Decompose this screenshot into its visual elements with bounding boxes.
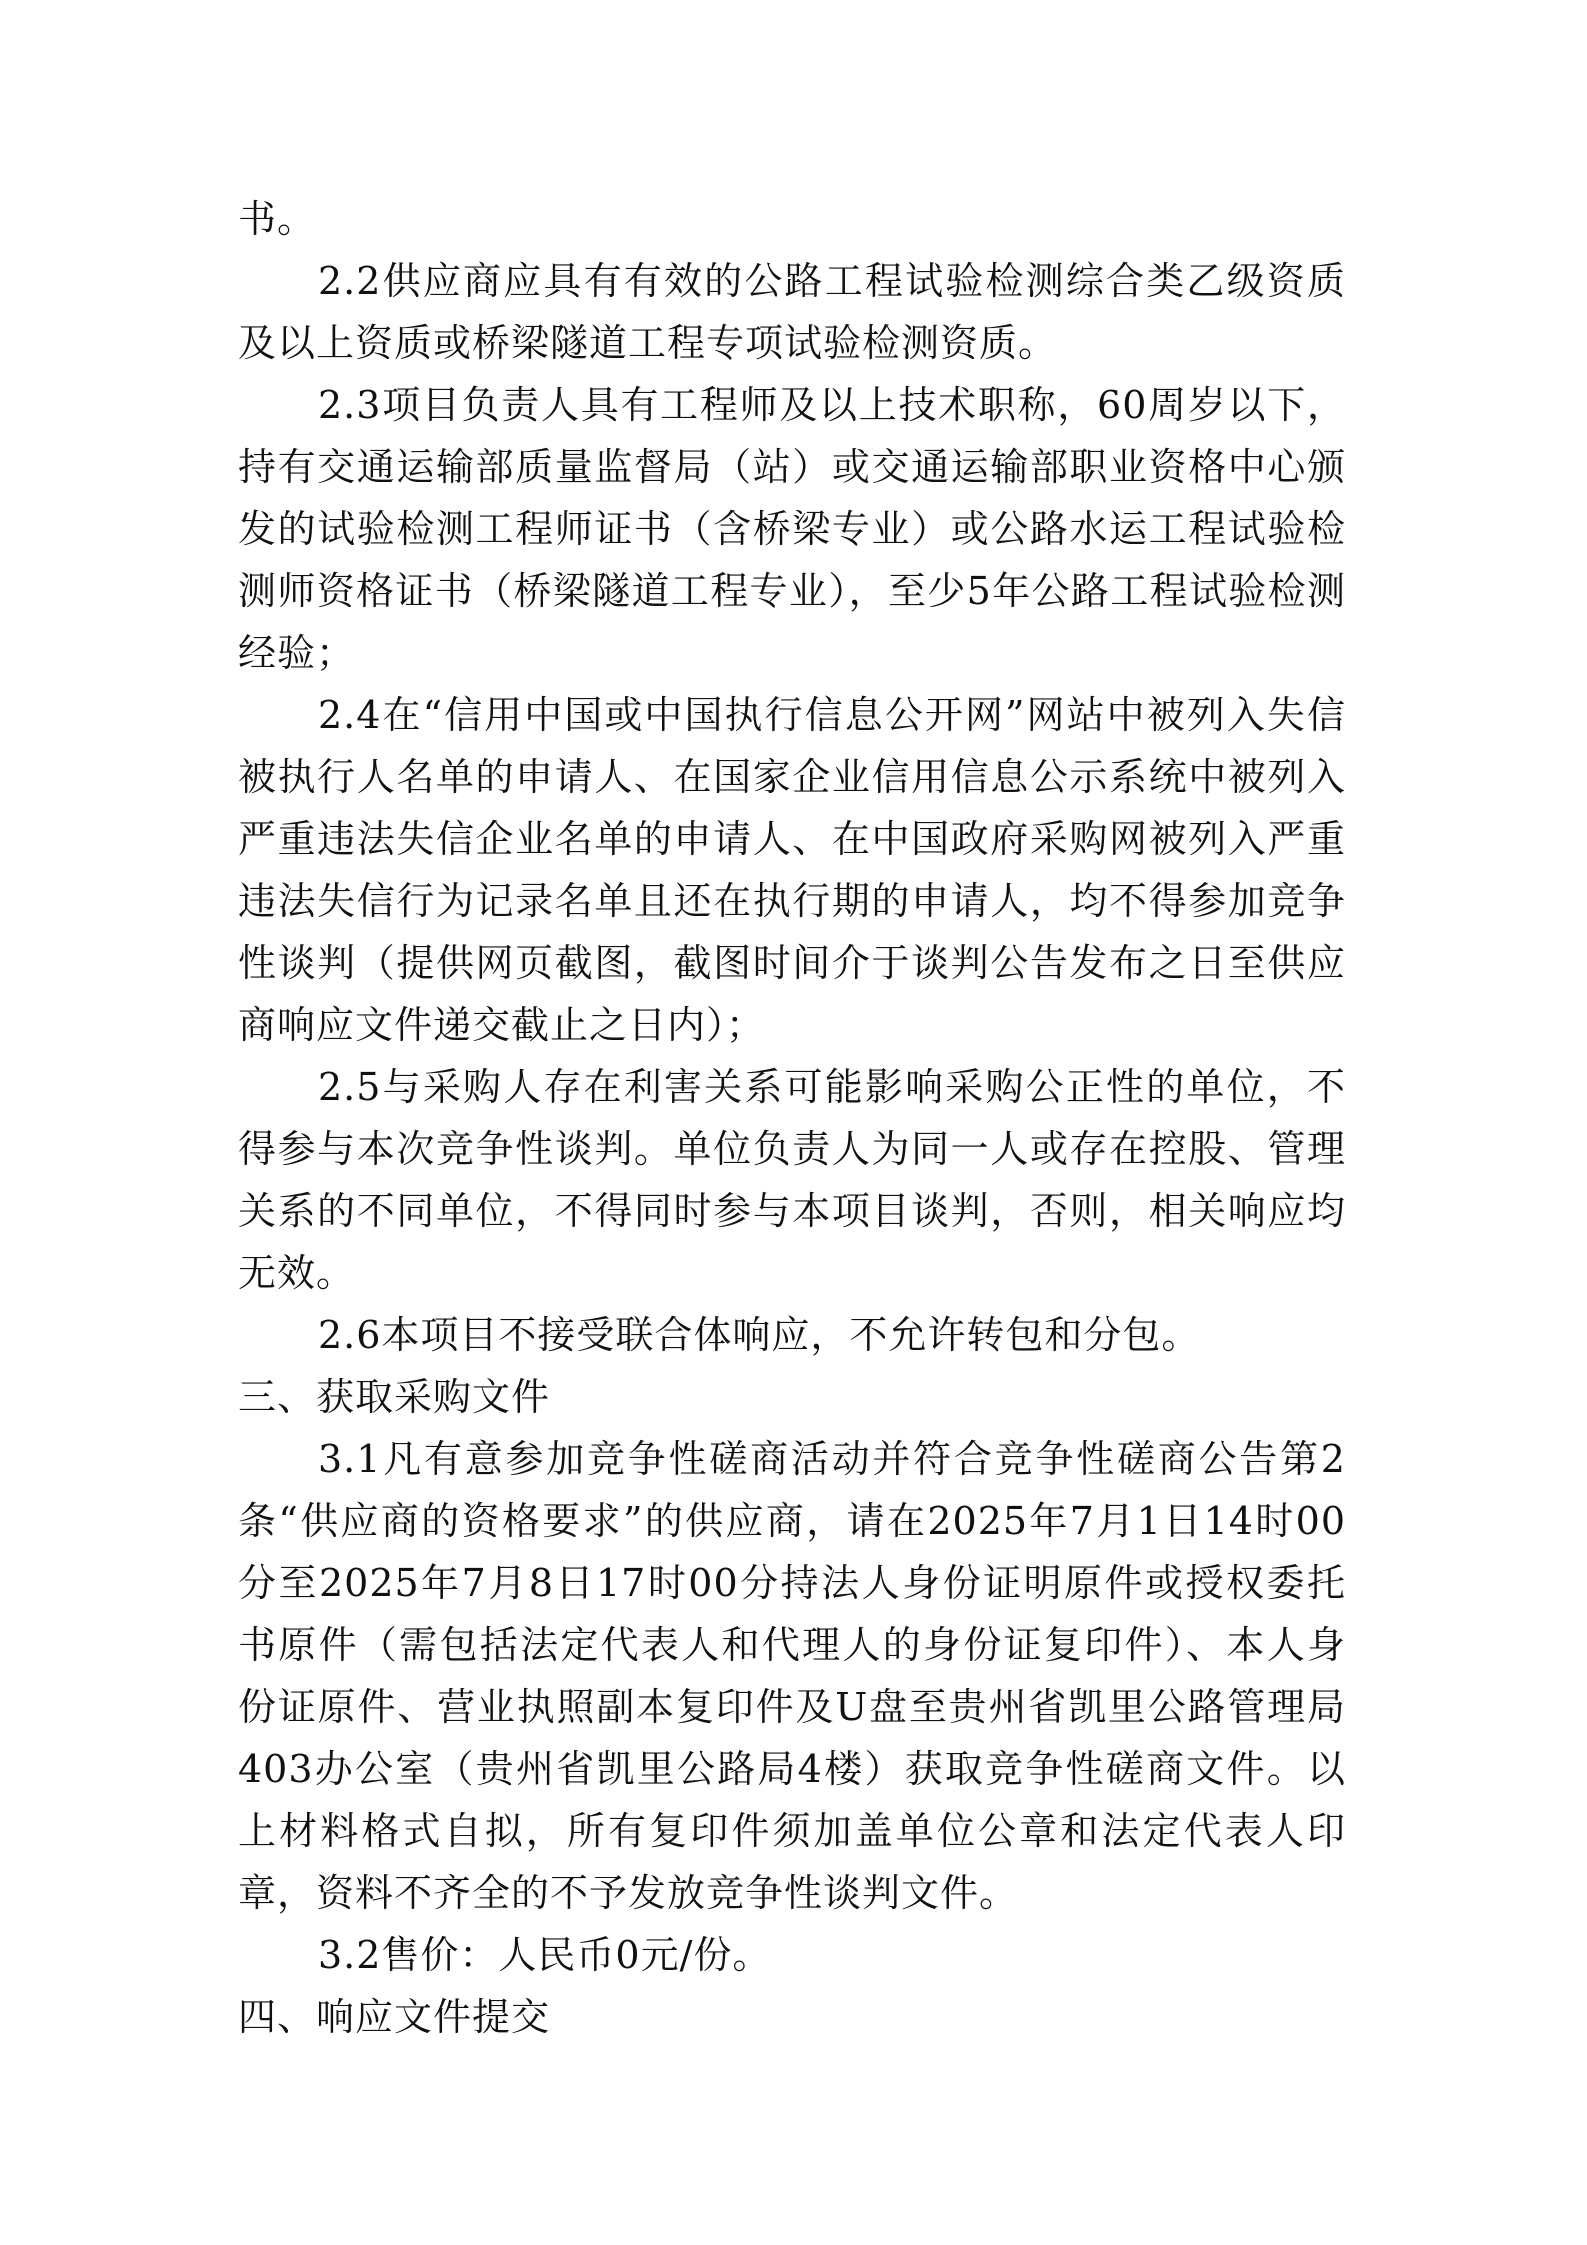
paragraph-3-2: 3.2售价：人民币0元/份。 bbox=[318, 1933, 772, 1977]
section-heading-4: 四、响应文件提交 bbox=[238, 1995, 551, 2039]
paragraph-2-2: 2.2供应商应具有有效的公路工程试验检测综合类乙级资质及以上资质或桥梁隧道工程专项试验检测资质。 bbox=[238, 259, 1346, 365]
paragraph-2-3: 2.3项目负责人具有工程师及以上技术职称，60周岁以下，持有交通运输部质量监督局（站）或交通运输部职业资格中心颁发的试验检测工程师证书（含桥梁专业）或公路水运工程试验检测师资格证书（桥梁隧道工程专业），至少5年公路工程试验检测经验； bbox=[238, 383, 1346, 675]
paragraph-continuation: 书。 bbox=[238, 197, 317, 241]
section-heading-3: 三、获取采购文件 bbox=[238, 1375, 551, 1419]
paragraph-2-5: 2.5与采购人存在利害关系可能影响采购公正性的单位，不得参与本次竞争性谈判。单位负责人为同一人或存在控股、管理关系的不同单位，不得同时参与本项目谈判，否则，相关响应均无效。 bbox=[238, 1065, 1346, 1295]
paragraph-2-4: 2.4在“信用中国或中国执行信息公开网”网站中被列入失信被执行人名单的申请人、在国家企业信用信息公示系统中被列入严重违法失信企业名单的申请人、在中国政府采购网被列入严重违法失信行为记录名单且还在执行期的申请人，均不得参加竞争性谈判（提供网页截图，截图时间介于谈判公告发布之日至供应商响应文件递交截止之日内）； bbox=[238, 693, 1346, 1047]
paragraph-3-1: 3.1凡有意参加竞争性磋商活动并符合竞争性磋商公告第2条“供应商的资格要求”的供应商，请在2025年7月1日14时00分至2025年7月8日17时00分持法人身份证明原件或授权委托书原件（需包括法定代表人和代理人的身份证复印件）、本人身份证原件、营业执照副本复印件及U盘至贵州省凯里公路管理局403办公室（贵州省凯里公路局4楼）获取竞争性磋商文件。以上材料格式自拟，所有复印件须加盖单位公章和法定代表人印章，资料不齐全的不予发放竞争性谈判文件。 bbox=[238, 1437, 1346, 1915]
paragraph-2-6: 2.6本项目不接受联合体响应，不允许转包和分包。 bbox=[318, 1313, 1201, 1357]
document-body bbox=[238, 188, 1346, 2048]
